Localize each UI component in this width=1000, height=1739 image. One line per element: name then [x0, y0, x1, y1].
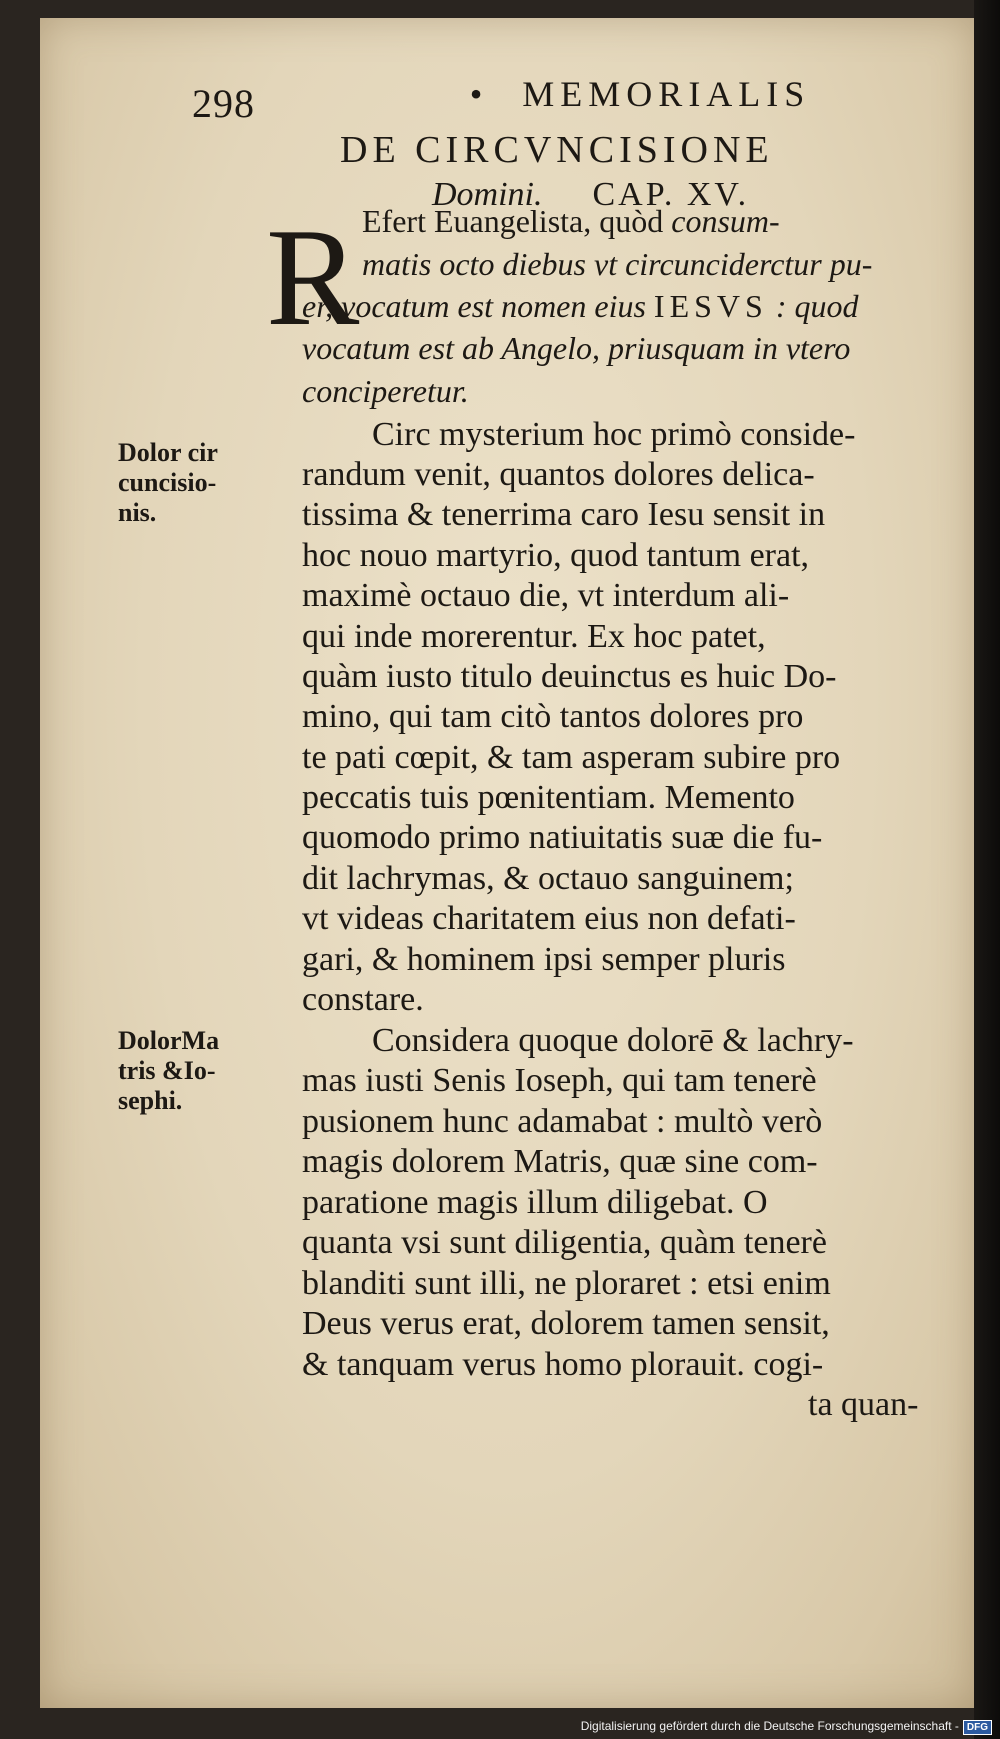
body-line: constare. [302, 981, 424, 1018]
body-line: & tanquam verus homo plorauit. cogi- [302, 1346, 824, 1383]
body-line: dit lachrymas, & octauo sanguinem; [302, 860, 794, 897]
intro-line [302, 332, 850, 364]
title-separator: • [469, 74, 483, 114]
intro-text-italic: conciperetur. [302, 373, 469, 409]
chapter-domini: Domini. [432, 176, 543, 213]
body-line: mas iusti Senis Ioseph, qui tam tenerè [302, 1062, 817, 1099]
drop-cap: R [266, 200, 360, 355]
intro-text-italic: consum- [671, 203, 780, 239]
intro-line [362, 248, 872, 280]
margin-note-line: DolorMa [118, 1026, 220, 1055]
running-title [295, 73, 985, 115]
body-line: maximè octauo die, vt interdum ali- [302, 577, 790, 614]
body-line: randum venit, quantos dolores delica- [302, 456, 815, 493]
body-line: gari, & hominem ipsi semper pluris [302, 941, 786, 978]
body-line: paratione magis illum diligebat. O [302, 1184, 768, 1221]
body-line: quanta vsi sunt diligentia, quàm tenerè [302, 1224, 827, 1261]
catchword-line: ta quan- [808, 1386, 919, 1423]
chapter-number: CAP. XV. [592, 176, 750, 213]
margin-note-line: tris &Io- [118, 1056, 216, 1086]
intro-text: Efert Euangelista, quòd [362, 203, 672, 239]
running-title-text: MEMORIALIS [522, 74, 811, 114]
book-page [40, 18, 975, 1708]
intro-text-italic: er, vocatum est nomen eius [302, 288, 654, 324]
margin-note-dolor-circuncisionis [118, 438, 218, 528]
body-line: pusionem hunc adamabat : multò verò [302, 1103, 823, 1140]
digitization-credit [581, 1719, 992, 1735]
intro-text-italic: : quod [767, 288, 859, 324]
body-line: peccatis tuis pœnitentiam. Memento [302, 779, 795, 816]
body-line: quomodo primo natiuitatis suæ die fu- [302, 819, 823, 856]
intro-name-iesvs: IESVS [653, 288, 768, 324]
intro-line [302, 290, 858, 322]
dfg-logo: DFG [963, 1720, 992, 1735]
margin-note-line: cuncisio- [118, 468, 217, 498]
body-line: Circ mysterium hoc primò conside- [372, 416, 856, 453]
credit-text: Digitalisierung gefördert durch die Deutsche Forschungsgemeinschaft - [580, 1719, 959, 1733]
body-line: te pati cœpit, & tam asperam subire pro [302, 739, 841, 776]
chapter-title: DE CIRCVNCISIONE [340, 129, 774, 171]
body-line: vt videas charitatem eius non defati- [302, 900, 796, 937]
intro-line [362, 205, 780, 237]
spine-edge [974, 0, 1000, 1739]
body-line: blanditi sunt illi, ne ploraret : etsi enim [302, 1265, 831, 1302]
intro-text-italic: matis octo diebus vt circunciderctur pu- [362, 246, 873, 282]
margin-note-line: Dolor cir [118, 438, 218, 467]
intro-line [302, 375, 469, 407]
body-line: magis dolorem Matris, quæ sine com- [302, 1143, 818, 1180]
body-line: Considera quoque dolorē & lachry- [372, 1022, 854, 1059]
body-line: tissima & tenerrima caro Iesu sensit in [302, 496, 826, 533]
body-line: hoc nouo martyrio, quod tantum erat, [302, 537, 810, 574]
intro-text-italic: vocatum est ab Angelo, priusquam in vtero [302, 330, 851, 366]
page-number: 298 [192, 81, 255, 126]
margin-note-line: sephi. [118, 1086, 183, 1116]
body-line: mino, qui tam citò tantos dolores pro [302, 698, 804, 735]
body-line: qui inde morerentur. Ex hoc patet, [302, 618, 766, 655]
body-line: quàm iusto titulo deuinctus es huic Do- [302, 658, 837, 695]
margin-note-line: nis. [118, 498, 157, 528]
body-line: Deus verus erat, dolorem tamen sensit, [302, 1305, 830, 1342]
margin-note-dolor-matris-iosephi [118, 1026, 219, 1116]
